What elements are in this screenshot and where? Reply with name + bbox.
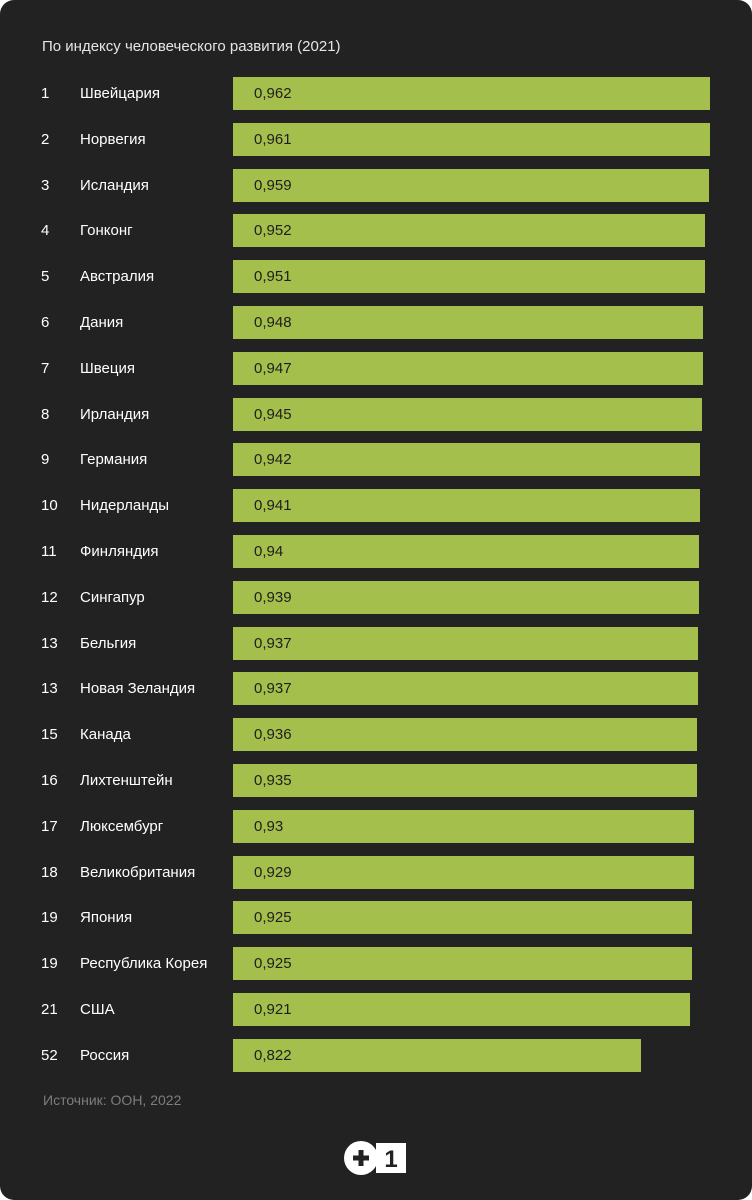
country-label: Люксембург xyxy=(80,817,164,835)
value-label: 0,935 xyxy=(254,772,292,789)
rank-label: 12 xyxy=(41,588,58,606)
value-label: 0,945 xyxy=(254,405,292,423)
value-label: 0,951 xyxy=(254,268,292,286)
plus-one-logo xyxy=(344,1141,408,1175)
country-label: Канада xyxy=(80,726,131,744)
rank-label: 4 xyxy=(41,222,50,240)
rank-label: 17 xyxy=(41,817,58,835)
rank-label: 8 xyxy=(41,405,50,423)
bar xyxy=(233,169,709,202)
country-label: Австралия xyxy=(80,268,155,286)
bar-row xyxy=(0,260,752,293)
rank-label: 18 xyxy=(41,863,58,881)
value-label: 0,936 xyxy=(254,726,292,744)
bar xyxy=(233,535,699,568)
bar-row xyxy=(0,627,752,660)
rank-label: 19 xyxy=(41,909,58,927)
country-label: Гонконг xyxy=(80,222,133,240)
country-label: Россия xyxy=(80,1046,130,1064)
logo-plus-vertical xyxy=(359,1150,364,1166)
rank-label: 3 xyxy=(41,176,50,194)
country-label: Ирландия xyxy=(80,405,150,423)
country-label: Нидерланды xyxy=(80,497,170,515)
bar-row xyxy=(0,1039,752,1072)
bar xyxy=(233,856,694,889)
bar-row xyxy=(0,535,752,568)
bar xyxy=(233,352,703,385)
rank-label: 6 xyxy=(41,314,50,331)
chart-subtitle: По индексу человеческого развития (2021) xyxy=(42,38,341,55)
bar xyxy=(233,764,697,797)
rank-label: 19 xyxy=(41,955,58,973)
country-label: Дания xyxy=(80,314,124,331)
bar xyxy=(233,489,700,522)
rank-label: 9 xyxy=(41,451,50,469)
country-label: Лихтенштейн xyxy=(80,772,173,789)
bar xyxy=(233,581,699,614)
country-label: США xyxy=(80,1001,115,1018)
country-label: Великобритания xyxy=(80,863,196,881)
rank-label: 10 xyxy=(41,497,58,515)
country-label: Швеция xyxy=(80,359,135,377)
value-label: 0,929 xyxy=(254,863,292,881)
country-label: Финляндия xyxy=(80,543,159,560)
bar xyxy=(233,810,694,843)
value-label: 0,93 xyxy=(254,817,284,835)
value-label: 0,941 xyxy=(254,497,292,515)
bar xyxy=(233,627,698,660)
rank-label: 13 xyxy=(41,680,58,698)
bar-row xyxy=(0,169,752,202)
value-label: 0,925 xyxy=(254,909,292,927)
value-label: 0,962 xyxy=(254,85,292,102)
value-label: 0,939 xyxy=(254,588,292,606)
value-label: 0,947 xyxy=(254,359,292,377)
value-label: 0,948 xyxy=(254,314,292,331)
bar-row xyxy=(0,306,752,339)
value-label: 0,937 xyxy=(254,634,292,652)
value-label: 0,959 xyxy=(254,176,292,194)
bar xyxy=(233,398,702,431)
rank-label: 2 xyxy=(41,130,50,148)
bar xyxy=(233,1039,641,1072)
country-label: Исландия xyxy=(80,176,149,194)
country-label: Норвегия xyxy=(80,130,146,148)
bar xyxy=(233,901,692,934)
bar-row xyxy=(0,810,752,843)
value-label: 0,94 xyxy=(254,543,284,560)
bar-row xyxy=(0,764,752,797)
rank-label: 15 xyxy=(41,726,58,744)
bar-row xyxy=(0,856,752,889)
rank-label: 13 xyxy=(41,634,58,652)
bar-row xyxy=(0,718,752,751)
bar xyxy=(233,443,700,476)
value-label: 0,937 xyxy=(254,680,292,698)
bar-row xyxy=(0,77,752,110)
bar-row xyxy=(0,123,752,156)
logo-one-text: 1 xyxy=(384,1146,398,1173)
bar xyxy=(233,718,697,751)
bar-row xyxy=(0,489,752,522)
value-label: 0,822 xyxy=(254,1046,292,1064)
rank-label: 1 xyxy=(41,85,50,102)
value-label: 0,942 xyxy=(254,451,292,469)
value-label: 0,925 xyxy=(254,955,292,973)
value-label: 0,921 xyxy=(254,1001,292,1018)
bar xyxy=(233,77,710,110)
country-label: Швейцария xyxy=(80,85,161,102)
country-label: Германия xyxy=(80,451,148,469)
bar xyxy=(233,260,705,293)
bar xyxy=(233,123,710,156)
country-label: Япония xyxy=(80,909,133,927)
bar-row xyxy=(0,443,752,476)
bar-row xyxy=(0,993,752,1026)
value-label: 0,952 xyxy=(254,222,292,240)
bar-row xyxy=(0,947,752,980)
bar xyxy=(233,947,692,980)
bar xyxy=(233,672,698,705)
bar xyxy=(233,993,690,1026)
value-label: 0,961 xyxy=(254,130,292,148)
bar-row xyxy=(0,901,752,934)
bar-row xyxy=(0,581,752,614)
rank-label: 7 xyxy=(41,359,50,377)
bar-row xyxy=(0,672,752,705)
bar xyxy=(233,214,705,247)
bar xyxy=(233,306,703,339)
country-label: Республика Корея xyxy=(80,955,208,973)
country-label: Бельгия xyxy=(80,634,137,652)
rank-label: 16 xyxy=(41,772,58,789)
bar-row xyxy=(0,214,752,247)
rank-label: 21 xyxy=(41,1001,58,1018)
rank-label: 11 xyxy=(41,543,57,560)
rank-label: 5 xyxy=(41,268,50,286)
rank-label: 52 xyxy=(41,1046,58,1064)
bar-row xyxy=(0,352,752,385)
bar-row xyxy=(0,398,752,431)
country-label: Сингапур xyxy=(80,588,145,606)
source-note: Источник: ООН, 2022 xyxy=(43,1092,182,1108)
country-label: Новая Зеландия xyxy=(80,680,196,698)
